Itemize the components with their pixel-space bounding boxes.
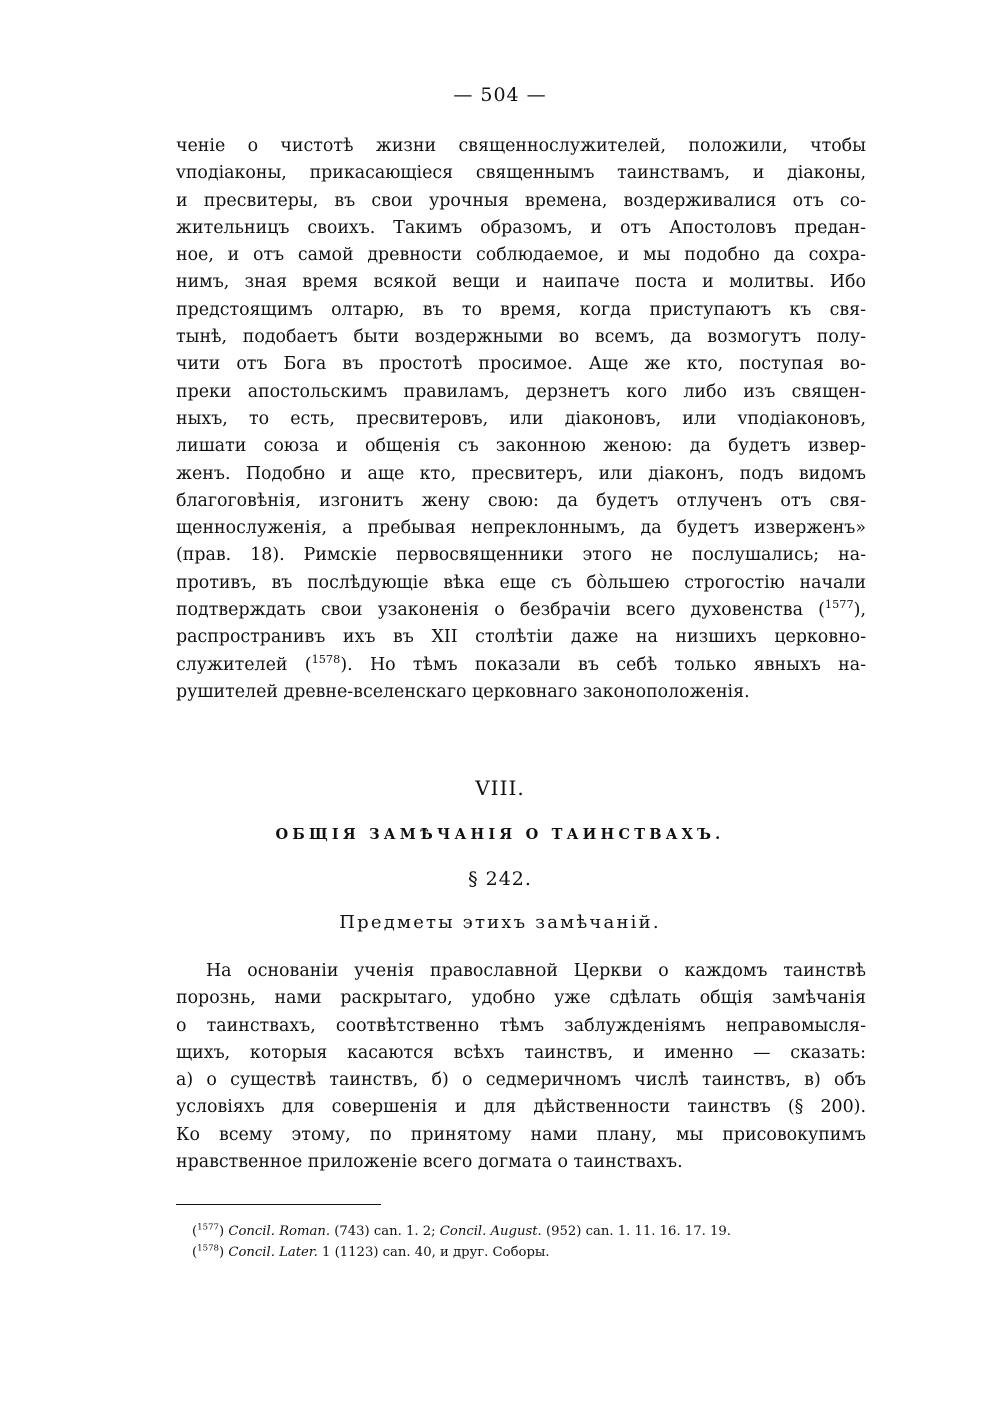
section-body-text [176, 958, 866, 1176]
footnote-number: 1578 [197, 1243, 219, 1254]
citation-abbr: Concil. August. [439, 1224, 542, 1239]
paragraph-title: Предметы этихъ замѣчаній. [339, 912, 661, 933]
text-line: vподіаконы, прикасающіеся священнымъ таинствамъ, и діаконы, [176, 163, 866, 184]
citation-text: (952) can. 1. 11. 16. 17. 19. [541, 1224, 731, 1239]
chapter-number: VIII. [475, 776, 525, 800]
text-line: предстоящимъ олтарю, въ то время, когда приступаютъ къ свя- [176, 299, 866, 320]
text-line: нимъ, зная время всякой вещи и наипаче поста и молитвы. Ибо [176, 272, 866, 293]
text-fragment: подтверждать свои узаконенія о безбрачіи всего духовенства ( [176, 600, 825, 621]
footnote-1578 [192, 1243, 866, 1264]
text-line: противъ, въ послѣдующіе вѣка еще съ бо̀льшею строгостію начали [176, 572, 866, 593]
text-line: о таинствахъ, соотвѣтственно тѣмъ заблужденіямъ неправомысля- [176, 1015, 866, 1036]
text-line: преки апостольскимъ правиламъ, дерзнетъ кого либо изъ священ- [176, 381, 866, 402]
text-line: а) о существѣ таинствъ, б) о седмеричномъ числѣ таинствъ, в) объ [176, 1070, 866, 1091]
footnote-divider [176, 1204, 381, 1205]
text-line-with-footnote-ref [176, 652, 866, 679]
text-fragment: служителей ( [176, 654, 312, 675]
text-line: распространивъ ихъ въ XII столѣтіи даже на низшихъ церковно- [176, 627, 866, 648]
text-line: и пресвитеры, въ свои урочныя времена, воздерживалися отъ со- [176, 190, 866, 211]
text-line: щихъ, которыя касаются всѣхъ таинствъ, и именно — сказать: [176, 1042, 866, 1063]
citation-abbr: Concil. Later. [228, 1244, 318, 1260]
text-line: щеннослуженія, а пребывая непреклоннымъ, да будетъ изверженъ» [176, 518, 866, 539]
text-line: чити отъ Бога въ простотѣ просимое. Аще же кто, поступая во- [176, 354, 866, 375]
footnote-ref-1577: 1577 [824, 598, 854, 612]
text-line: условіяхъ для совершенія и для дѣйственности таинствъ (§ 200). [176, 1097, 866, 1118]
text-fragment: ), [853, 600, 866, 621]
footnotes [192, 1222, 866, 1263]
text-line: ныхъ, то есть, пресвитеровъ, или діаконовъ, или vподіаконовъ, [176, 408, 866, 429]
text-fragment: ). Но тѣмъ показали въ себѣ только явныхъ на- [340, 654, 866, 675]
text-line: нравственное приложеніе всего догмата о таинствахъ. [176, 1152, 683, 1173]
citation-text: 1 (1123) can. 40, и друг. Соборы. [317, 1244, 550, 1260]
footnote-ref-1578: 1578 [311, 652, 341, 666]
footnote-1577 [192, 1222, 866, 1243]
paragraph-number: § 242. [468, 868, 532, 890]
text-line: жительницъ своихъ. Такимъ образомъ, и отъ Апостоловъ предан- [176, 217, 866, 238]
footnote-mark: ($^{1578}$) [192, 1243, 225, 1260]
page-number: — 504 — [453, 84, 547, 106]
text-line: женъ. Подобно и аще кто, пресвитеръ, или діаконъ, подъ видомъ [176, 463, 866, 484]
text-line-with-footnote-ref [176, 597, 866, 624]
footnote-mark: ($^{1577}$) [192, 1222, 225, 1239]
text-line: (прав. 18). Римскіе первосвященники этого не послушались; на- [176, 545, 866, 566]
chapter-title: ОБЩІЯ ЗАМѢЧАНІЯ О ТАИНСТВАХЪ. [275, 826, 725, 843]
footnote-number: 1577 [197, 1222, 219, 1233]
text-line: На основаніи ученія православной Церкви о каждомъ таинствѣ [206, 961, 866, 981]
citation-abbr: Concil. Roman. [228, 1224, 331, 1239]
text-line: тынѣ, подобаетъ быти воздержными во всемъ, да возмогутъ полу- [176, 327, 866, 348]
text-line: благоговѣнія, изгонитъ жену свою: да будетъ отлученъ отъ свя- [176, 490, 866, 511]
text-line: лишати союза и общенія съ законною женою: да будетъ извер- [176, 436, 866, 457]
text-line: рушителей древне-вселенскаго церковнаго законоположенія. [176, 681, 750, 702]
text-line: ченіе о чистотѣ жизни священнослужителей, положили, чтобы [176, 136, 866, 156]
text-line: порознь, нами раскрытаго, удобно уже сдѣлать общія замѣчанія [176, 988, 866, 1009]
citation-text: (743) can. 1. 2; [330, 1224, 440, 1239]
text-line: ное, и отъ самой древности соблюдаемое, и мы подобно да сохра- [176, 245, 866, 266]
main-body-text [176, 133, 866, 706]
text-line: Ко всему этому, по принятому нами плану, мы присовокупимъ [176, 1124, 866, 1145]
